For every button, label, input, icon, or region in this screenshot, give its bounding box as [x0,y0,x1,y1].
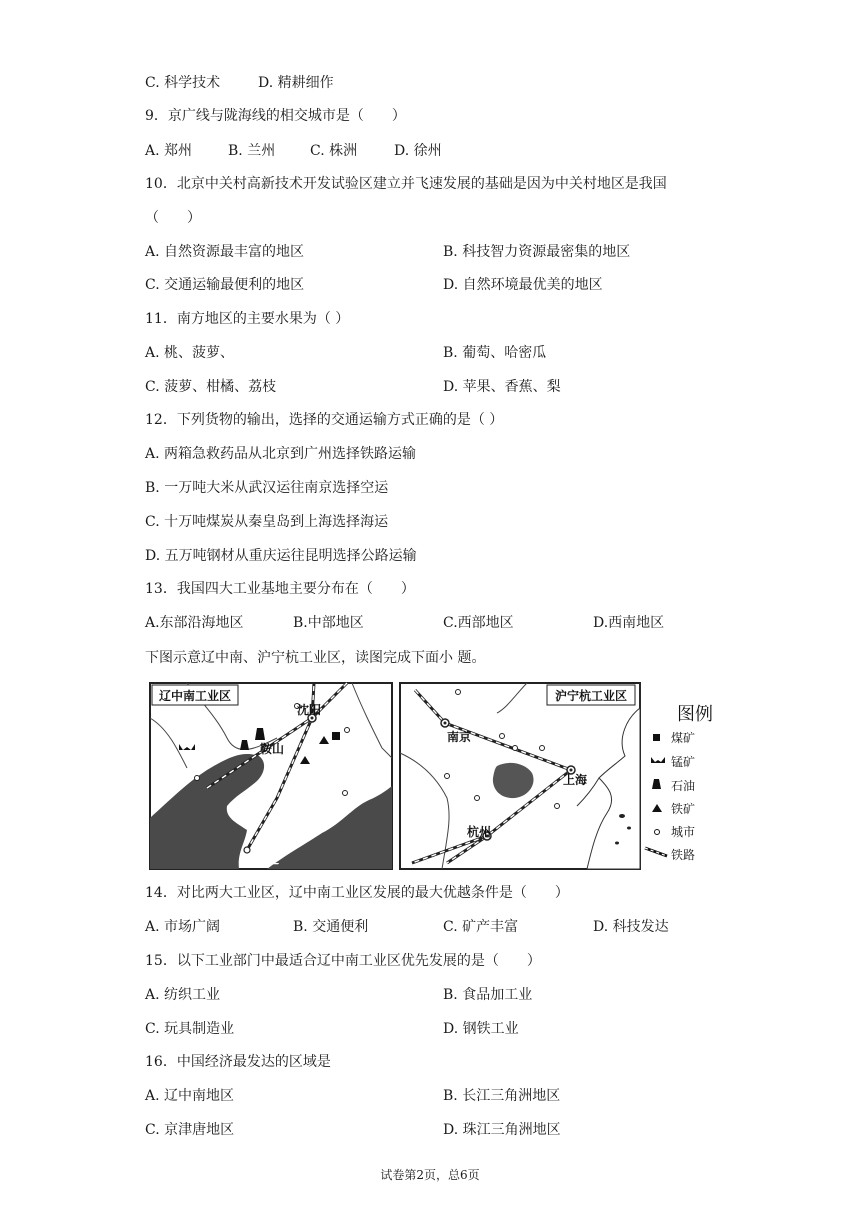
q15-option-c: C. 玩具制造业 [145,1021,235,1037]
q9-option-a: A. 郑州 [145,143,193,159]
city-label-dalian: 大连 [255,852,280,866]
q15-option-a: A. 纺织工业 [145,987,221,1003]
option-d: D. 精耕细作 [258,75,334,91]
question-14: 14．对比两大工业区，辽中南工业区发展的最大优越条件是（ ） [145,885,569,901]
question-15: 15．以下工业部门中最适合辽中南工业区优先发展的是（ ） [145,953,541,969]
q13-option-c: C.西部地区 [443,615,514,631]
city-icon [655,830,660,835]
question-11: 11．南方地区的主要水果为（ ） [145,311,350,327]
city-label-shenyang: 沈阳 [297,703,322,717]
q12-option-b: B. 一万吨大米从武汉运往南京选择空运 [145,480,389,496]
q9-option-c: C. 株洲 [310,143,358,159]
page-footer: 试卷第2页，总6页 [380,1168,480,1182]
q12-option-c: C. 十万吨煤炭从秦皇岛到上海选择海运 [145,514,389,530]
q10-option-a: A. 自然资源最丰富的地区 [145,244,305,260]
question-16: 16．中国经济最发达的区域是 [145,1054,331,1070]
q10-option-d: D. 自然环境最优美的地区 [443,277,603,293]
legend-manganese: 锰矿 [671,755,696,769]
q14-option-b: B. 交通便利 [293,919,369,935]
coal-mine-symbol [332,732,340,740]
q11-option-d: D. 苹果、香蕉、梨 [443,379,561,395]
q10-option-c: C. 交通运输最便利的地区 [145,277,305,293]
q10-answer-paren: （ ） [145,210,201,226]
q15-option-b: B. 食品加工业 [443,987,533,1003]
map-right-title: 沪宁杭工业区 [554,689,628,703]
q11-option-c: C. 菠萝、柑橘、荔枝 [145,379,277,395]
map-huningHang [400,683,640,869]
q16-option-c: C. 京津唐地区 [145,1122,235,1138]
city-label-nanjing: 南京 [447,730,472,744]
q14-option-d: D. 科技发达 [593,919,669,935]
legend-city: 城市 [671,825,696,839]
question-13: 13．我国四大工业基地主要分布在（ ） [145,581,415,597]
q11-option-b: B. 葡萄、哈密瓜 [443,345,547,361]
q10-option-b: B. 科技智力资源最密集的地区 [443,244,631,260]
q14-option-a: A. 市场广阔 [145,919,221,935]
city-label-shanghai: 上海 [563,773,588,787]
city-label-anshan: 鞍山 [260,742,285,756]
map-legend [645,704,713,862]
q13-option-a: A.东部沿海地区 [145,615,244,631]
option-c: C. 科学技术 [145,75,221,91]
question-12: 12．下列货物的输出，选择的交通运输方式正确的是（ ） [145,412,504,428]
legend-iron: 铁矿 [671,802,696,816]
legend-coal: 煤矿 [671,731,696,745]
q9-option-d: D. 徐州 [394,143,442,159]
legend-title: 图例 [677,704,713,725]
city-label-hangzhou: 杭州 [467,825,492,839]
q16-option-b: B. 长江三角洲地区 [443,1088,561,1104]
legend-oil: 石油 [671,779,696,793]
coal-icon [653,734,660,741]
q11-option-a: A. 桃、菠萝、 [145,345,235,361]
iron-icon [652,804,662,812]
industrial-zone-map [147,678,737,874]
q13-option-b: B.中部地区 [293,615,364,631]
map-intro: 下图示意辽中南、沪宁杭工业区，读图完成下面小 题。 [145,650,486,666]
q16-option-a: A. 辽中南地区 [145,1088,235,1104]
q15-option-d: D. 钢铁工业 [443,1021,519,1037]
q16-option-d: D. 珠江三角洲地区 [443,1122,561,1138]
legend-railway: 铁路 [671,848,696,862]
q14-option-c: C. 矿产丰富 [443,919,519,935]
question-9: 9．京广线与陇海线的相交城市是（ ） [145,108,406,124]
q12-option-d: D. 五万吨钢材从重庆运往昆明选择公路运输 [145,548,417,564]
manganese-icon [651,757,665,763]
q13-option-d: D.西南地区 [593,615,665,631]
question-10: 10．北京中关村高新技术开发试验区建立并飞速发展的基础是因为中关村地区是我国 [145,176,667,192]
map-liaozhongnan [150,683,392,869]
map-left-title: 辽中南工业区 [158,689,232,703]
oil-icon [652,779,661,789]
q12-option-a: A. 两箱急救药品从北京到广州选择铁路运输 [145,446,417,462]
q9-option-b: B. 兰州 [228,143,276,159]
